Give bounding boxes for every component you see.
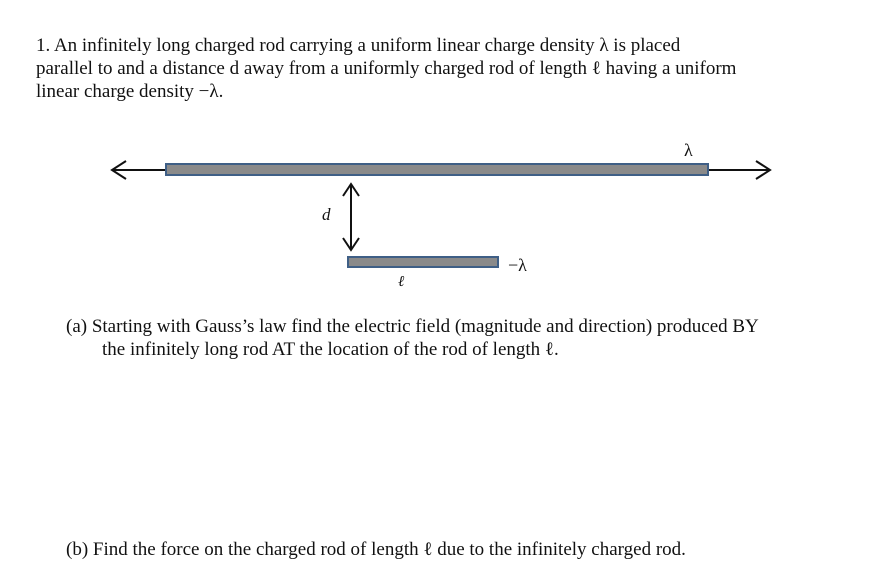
distance-arrow-icon — [343, 184, 359, 250]
part-a-line-2: the infinitely long rod AT the location of the rod of length ℓ. — [102, 339, 559, 360]
right-arrow-icon — [708, 161, 770, 179]
problem-line-2: parallel to and a distance d away from a uniformly charged rod of length ℓ having a uniform — [36, 58, 737, 79]
part-a — [66, 315, 759, 361]
part-b — [66, 538, 686, 561]
finite-rod — [348, 257, 498, 267]
problem-line-1: 1. An infinitely long charged rod carrying a uniform linear charge density λ is placed — [36, 35, 681, 56]
long-rod-charge-label: λ — [684, 140, 693, 160]
part-a-line-1: (a) Starting with Gauss’s law find the electric field (magnitude and direction) produced BY — [66, 316, 759, 337]
infinite-rod — [166, 164, 708, 175]
short-rod-charge-label: −λ — [508, 255, 527, 275]
short-rod-length-label: ℓ — [398, 274, 405, 290]
part-b-text: (b) Find the force on the charged rod of length ℓ due to the infinitely charged rod. — [66, 539, 686, 560]
left-arrow-icon — [112, 161, 166, 179]
distance-label: d — [322, 205, 331, 224]
problem-line-3: linear charge density −λ. — [36, 81, 224, 102]
